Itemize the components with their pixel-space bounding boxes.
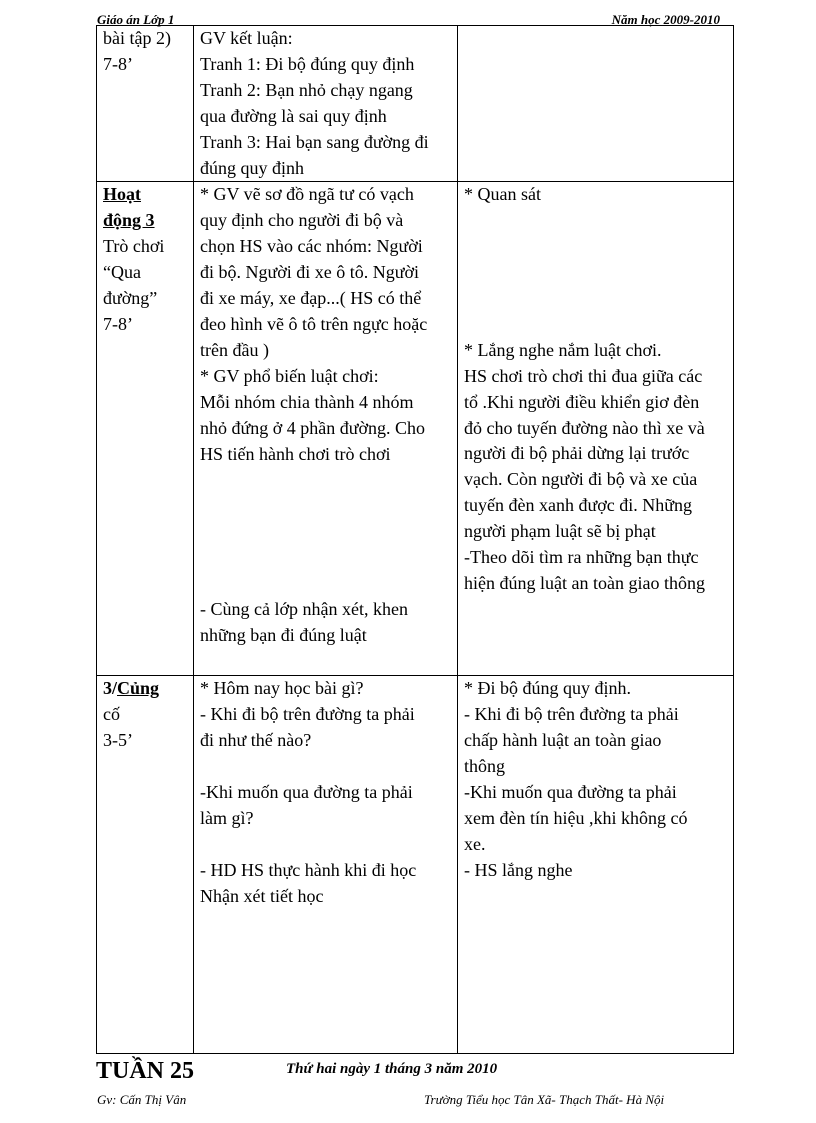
activity-title: 3/ [103, 678, 118, 699]
cell-line: * GV vẽ sơ đồ ngã tư có vạch [200, 184, 414, 205]
time-cell [97, 182, 194, 676]
cell-line: đi xe máy, xe đạp...( HS có thể [200, 288, 422, 309]
lesson-date: Thứ hai ngày 1 tháng 3 năm 2010 [286, 1061, 498, 1077]
cell-line: * Đi bộ đúng quy định. [464, 678, 632, 699]
cell-line: Nhận xét tiết học [200, 885, 324, 906]
cell-line: xem đèn tín hiệu ,khi không có [464, 807, 688, 828]
cell-line: chấp hành luật an toàn giao [464, 730, 662, 751]
cell-line: Tranh 1: Đi bộ đúng quy định [200, 53, 415, 74]
cell-line: * Hôm nay học bài gì? [200, 678, 364, 699]
cell-line: 7-8’ [103, 313, 133, 334]
cell-line: hiện đúng luật an toàn giao thông [464, 572, 705, 593]
cell-line: Trò chơi [103, 236, 165, 257]
cell-line: -Khi muốn qua đường ta phải [200, 782, 413, 803]
cell-line: - HS lắng nghe [464, 859, 573, 880]
time-cell [97, 26, 194, 182]
student-activity-cell [458, 676, 734, 1054]
teacher-activity-cell [194, 26, 458, 182]
cell-line: GV kết luận: [200, 28, 293, 48]
cell-line: Tranh 3: Hai bạn sang đường đi [200, 131, 429, 152]
time-cell [97, 676, 194, 1054]
cell-line: Mỗi nhóm chia thành 4 nhóm [200, 391, 414, 412]
school-name: Trường Tiểu học Tân Xã- Thạch Thất- Hà Nội [424, 1092, 665, 1107]
cell-line: - HD HS thực hành khi đi học [200, 859, 417, 880]
teacher-activity-cell [194, 676, 458, 1054]
student-activity-cell [458, 26, 734, 182]
activity-title: Củng [117, 678, 160, 699]
table-row [97, 26, 734, 182]
cell-line: người đi bộ phải dừng lại trước [464, 443, 690, 464]
activity-title: Hoạt [103, 184, 141, 205]
lesson-table [96, 25, 734, 1054]
cell-line: - Khi đi bộ trên đường ta phải [464, 704, 679, 725]
cell-line: những bạn đi đúng luật [200, 624, 367, 645]
header-left: Giáo án Lớp 1 [97, 12, 175, 27]
cell-line: * GV phổ biến luật chơi: [200, 365, 379, 386]
cell-line: qua đường là sai quy định [200, 105, 387, 126]
cell-line: cố [103, 704, 120, 725]
teacher-activity-cell [194, 182, 458, 676]
cell-line: chọn HS vào các nhóm: Người [200, 236, 423, 257]
cell-line: “Qua [103, 262, 141, 283]
cell-line: tuyến đèn xanh được đi. Những [464, 495, 692, 516]
cell-line: nhỏ đứng ở 4 phần đường. Cho [200, 417, 426, 438]
cell-line: làm gì? [200, 807, 254, 828]
cell-line: quy định cho người đi bộ và [200, 210, 404, 231]
cell-line: -Theo dõi tìm ra những bạn thực [464, 547, 699, 568]
table-row [97, 182, 734, 676]
student-activity-cell [458, 182, 734, 676]
activity-title: động 3 [103, 210, 155, 231]
cell-line: 3-5’ [103, 730, 133, 751]
cell-line: trên đầu ) [200, 339, 269, 360]
cell-line: bài tập 2) [103, 28, 171, 48]
cell-line: đeo hình vẽ ô tô trên ngực hoặc [200, 313, 428, 334]
cell-line: Tranh 2: Bạn nhỏ chạy ngang [200, 79, 413, 100]
cell-line: HS chơi trò chơi thi đua giữa các [464, 365, 703, 386]
cell-line: * Lắng nghe nắm luật chơi. [464, 339, 662, 360]
week-title: TUẦN 25 [96, 1058, 195, 1084]
cell-line: * Quan sát [464, 184, 541, 205]
cell-line: tổ .Khi người điều khiển giơ đèn [464, 391, 700, 412]
cell-line: đường” [103, 288, 158, 309]
cell-line: HS tiến hành chơi trò chơi [200, 443, 391, 464]
cell-line: -Khi muốn qua đường ta phải [464, 782, 677, 803]
cell-line: đi như thế nào? [200, 730, 312, 751]
table-row [97, 676, 734, 1054]
cell-line: đỏ cho tuyến đường nào thì xe và [464, 417, 705, 438]
teacher-name: Gv: Cấn Thị Vân [97, 1092, 187, 1107]
cell-line: - Cùng cả lớp nhận xét, khen [200, 598, 408, 619]
cell-line: đúng quy định [200, 157, 305, 178]
cell-line: người phạm luật sẽ bị phạt [464, 521, 656, 542]
cell-line: xe. [464, 833, 486, 854]
cell-line: - Khi đi bộ trên đường ta phải [200, 704, 415, 725]
cell-line: thông [464, 756, 506, 777]
cell-line: đi bộ. Người đi xe ô tô. Người [200, 262, 420, 283]
header-right: Năm học 2009-2010 [611, 12, 720, 27]
cell-line: vạch. Còn người đi bộ và xe của [464, 469, 698, 490]
cell-line: 7-8’ [103, 53, 133, 74]
